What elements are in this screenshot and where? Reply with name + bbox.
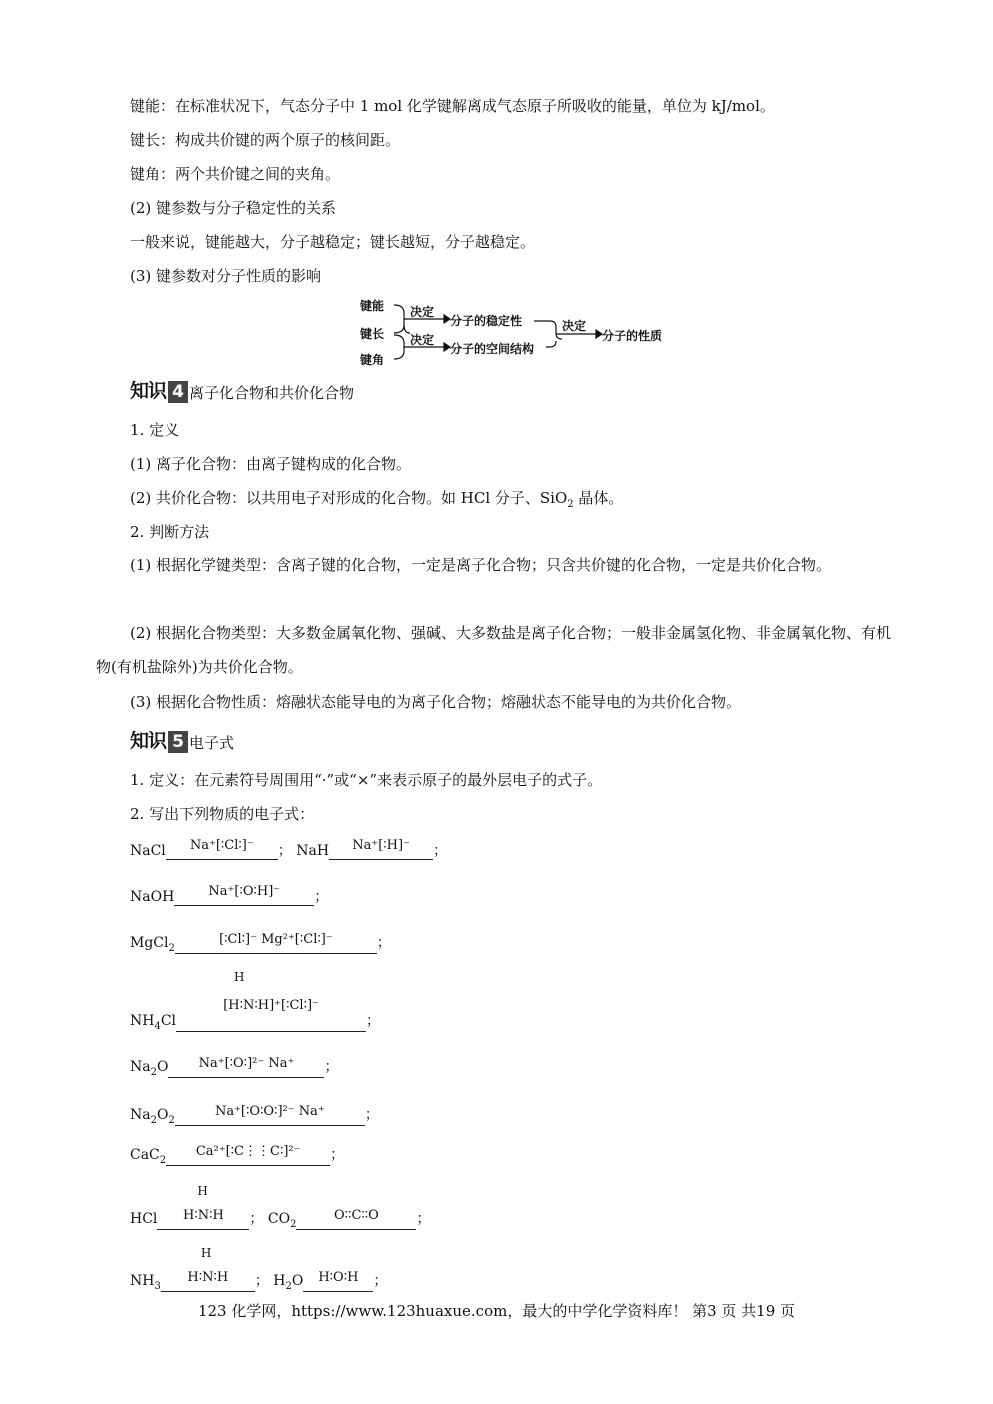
nah-answer: Na⁺[∶H]⁻	[329, 844, 433, 860]
diagram-bond-length: 键长	[360, 327, 385, 341]
h2o-label: $H_2O$	[273, 1273, 304, 1292]
row-na2o2: $Na_2O_2Na^+[∶O∶O∶]^{2-}$ Na⁺ ；	[130, 1103, 379, 1126]
knowledge-title: 电子式	[189, 734, 235, 752]
row-cac2: CaC$_2$Ca²⁺[∶C⋮⋮C∶]²⁻ ；	[130, 1143, 345, 1166]
row-hcl-co2: HCl H∶N∶H H ； $CO_2O∶∶C∶∶O$ ；	[130, 1183, 431, 1230]
h2o-answer: H∶O∶H	[303, 1276, 373, 1292]
nh4cl-label: $NH_4Cl$	[130, 1013, 177, 1032]
nh3-answer: H∶N∶H H	[161, 1276, 255, 1292]
diagram-bond-angle: 键角	[360, 353, 385, 367]
nacl-answer: Na⁺[∶Cl∶]⁻	[166, 844, 278, 860]
definition-heading: 1. 定义	[130, 421, 180, 439]
subheading-stability: (2) 键参数与分子稳定性的关系	[130, 199, 337, 217]
nah-label: NaH	[296, 843, 330, 859]
bond-energy-def: 键能：在标准状况下，气态分子中 1 mol 化学键解离成气态原子所吸收的能量，单位为 kJ/mol。	[130, 97, 775, 115]
knowledge-number-badge: 4	[168, 381, 188, 403]
knowledge-5-heading	[130, 726, 234, 753]
row-na2o: $Na_2O$ Na⁺[∶O∶]²⁻ Na⁺ ；	[130, 1055, 339, 1078]
stability-text: 一般来说，键能越大，分子越稳定；键长越短，分子越稳定。	[130, 233, 536, 251]
row-nh4cl: $NH_4Cl[H∶N∶H]^+[∶Cl∶]^-$ H ；	[130, 969, 381, 1032]
bond-angle-def: 键角：两个共价键之间的夹角。	[130, 165, 341, 183]
mgcl2-label: MgCl$_2$	[130, 935, 175, 954]
diagram-stability: 分子的稳定性	[450, 314, 523, 328]
na2o-label: $Na_2O$	[130, 1059, 169, 1078]
diagram-spatial-structure: 分子的空间结构	[450, 342, 535, 356]
naoh-answer: Na⁺[∶O∶H]⁻	[174, 890, 314, 906]
covalent-compound-def	[130, 488, 623, 515]
na2o2-label: $Na_2O_2$	[130, 1107, 175, 1126]
diagram-properties: 分子的性质	[602, 329, 663, 343]
nacl-label: NaCl	[130, 843, 166, 859]
hcl-answer: H∶N∶H H	[157, 1214, 249, 1230]
knowledge-label: 知识	[130, 380, 167, 402]
ionic-compound-def: (1) 离子化合物：由离子键构成的化合物。	[130, 455, 412, 473]
cac2-label: CaC$_2$	[130, 1147, 167, 1166]
na2o2-answer: Na⁺[∶O∶O∶]²⁻ Na⁺	[175, 1110, 365, 1126]
na2o-answer: Na⁺[∶O∶]²⁻ Na⁺	[168, 1062, 324, 1078]
electron-formula-def: 1. 定义：在元素符号周围用“·”或“×”来表示原子的最外层电子的式子。	[130, 771, 603, 789]
page-footer: 123 化学网，https://www.123huaxue.com，最大的中学化学资料库！ 第3 页 共19 页	[197, 1302, 796, 1320]
diagram-determine-1: 决定	[410, 305, 435, 319]
hcl-label: HCl	[130, 1211, 158, 1227]
cac2-answer: Ca²⁺[∶C⋮⋮C∶]²⁻	[166, 1150, 330, 1166]
covalent-def-end: 晶体。	[573, 489, 624, 507]
nh3-label: $NH_3$	[130, 1273, 161, 1292]
co2-label: $CO_2$	[267, 1211, 297, 1230]
row-naoh: NaOH Na⁺[∶O∶H]⁻ ；	[130, 884, 329, 905]
row-nh3-h2o: $NH_3H∶N∶H$ H ； $H_2O$ H∶O∶H ；	[130, 1245, 388, 1292]
nh4cl-answer: [H∶N∶H]⁺[∶Cl∶]⁻ H	[176, 1016, 366, 1032]
naoh-label: NaOH	[130, 889, 175, 905]
judge-by-compound-type: (2) 根据化合物类型：大多数金属氧化物、强碱、大多数盐是离子化合物；一般非金属氢化物、非金属氧化物、有机物(有机盐除外)为共价化合物。	[96, 624, 892, 676]
write-formulas-prompt: 2. 写出下列物质的电子式：	[130, 805, 315, 823]
judge-by-bond-type: (1) 根据化学键类型：含离子键的化合物，一定是离子化合物；只含共价键的化合物，一定是共价化合物。	[130, 556, 832, 574]
row-nacl-nah: NaCl Na⁺[∶Cl∶]⁻ ； NaH Na⁺[∶H]⁻ ；	[130, 838, 448, 859]
knowledge-number-badge: 5	[168, 731, 188, 753]
row-mgcl2: MgCl$_2$[∶Cl∶]⁻ Mg²⁺[∶Cl∶]⁻ ；	[130, 931, 391, 954]
judgement-heading: 2. 判断方法	[130, 523, 210, 541]
diagram-determine-2: 决定	[410, 333, 435, 347]
knowledge-label: 知识	[130, 730, 167, 752]
judge-by-property: (3) 根据化合物性质：熔融状态能导电的为离子化合物；熔融状态不能导电的为共价化合物。	[130, 693, 742, 711]
covalent-def-text: (2) 共价化合物：以共用电子对形成的化合物。如 HCl 分子、SiO	[130, 489, 568, 507]
co2-answer: O∶∶C∶∶O	[296, 1214, 416, 1230]
knowledge-4-heading	[130, 376, 354, 403]
subheading-properties: (3) 键参数对分子性质的影响	[130, 267, 322, 285]
bond-length-def: 键长：构成共价键的两个原子的核间距。	[130, 131, 401, 149]
knowledge-title: 离子化合物和共价化合物	[189, 384, 355, 402]
diagram-bond-energy: 键能	[360, 299, 385, 313]
mgcl2-answer: [∶Cl∶]⁻ Mg²⁺[∶Cl∶]⁻	[175, 938, 377, 954]
sio2-subscript: 2	[567, 499, 574, 510]
bond-parameter-diagram	[358, 293, 678, 373]
diagram-determine-3: 决定	[562, 319, 587, 333]
